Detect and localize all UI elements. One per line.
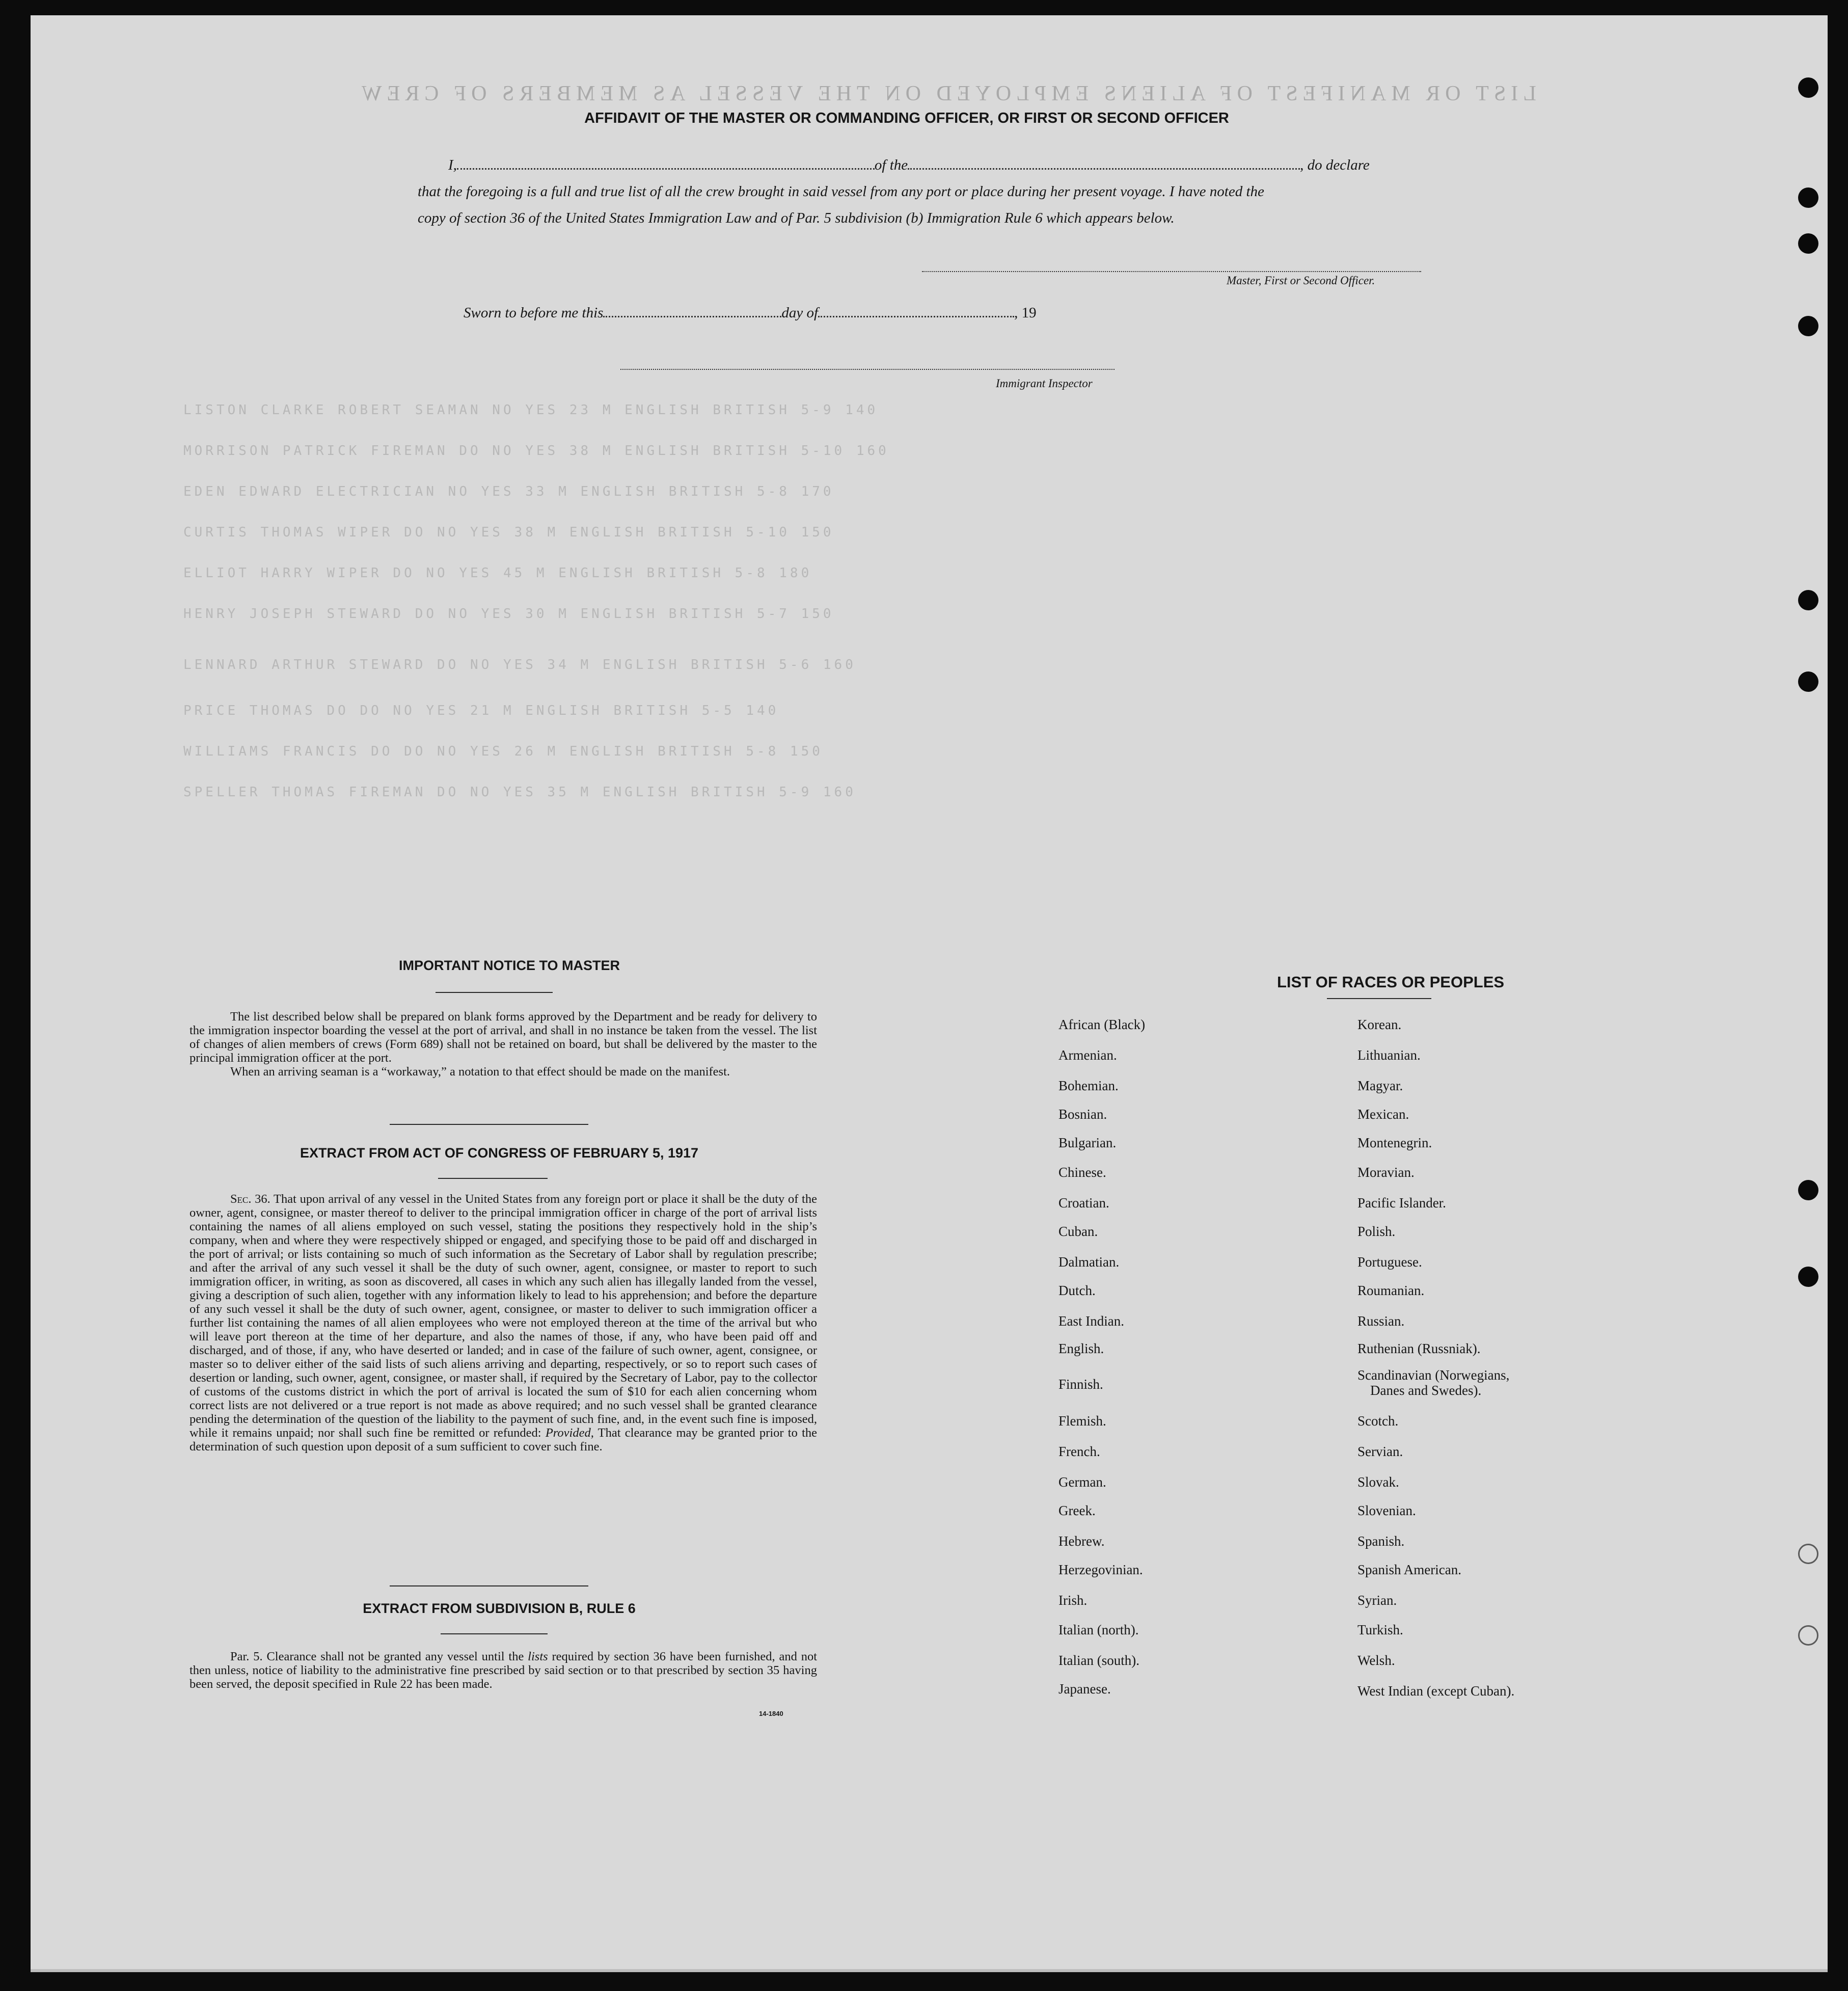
rule-body-end: required by section 36 have been furnished, and not then unless, notice of liability to the administrative fine prescribed by said section or to that prescribed by section 35 having been served, the deposit specified in Rule 22 has been made. (189, 1650, 818, 1691)
race-item: Dutch. (1058, 1283, 1096, 1298)
act-extract-body (189, 1192, 817, 1454)
race-item: Hebrew. (1058, 1533, 1105, 1549)
act-extract-rule (438, 1178, 548, 1179)
bleed-through-row: HENRY JOSEPH STEWARD DO NO YES 30 M ENGLISH BRITISH 5-7 150 (183, 606, 834, 622)
race-item: Polish. (1357, 1224, 1396, 1239)
sworn-day-blank (603, 316, 781, 317)
race-item: Italian (north). (1058, 1622, 1139, 1637)
race-item: African (Black) (1058, 1017, 1146, 1032)
race-item: Welsh. (1357, 1653, 1395, 1668)
master-signature-line (922, 271, 1421, 273)
bleed-through-row: PRICE THOMAS DO DO NO YES 21 M ENGLISH BRITISH 5-5 140 (183, 703, 779, 718)
binder-hole (1798, 316, 1818, 336)
binder-hole (1798, 187, 1818, 208)
race-item: Japanese. (1058, 1681, 1111, 1697)
rule-extract-rule (441, 1633, 548, 1634)
race-item: Scandinavian (Norwegians, (1357, 1367, 1510, 1383)
race-item: Russian. (1357, 1313, 1405, 1329)
form-number: 14-1840 (759, 1710, 783, 1717)
inspector-signature-line (620, 369, 1115, 371)
race-item: Scotch. (1357, 1413, 1399, 1429)
bleed-through-row: EDEN EDWARD ELECTRICIAN NO YES 33 M ENGLISH BRITISH 5-8 170 (183, 484, 834, 499)
race-item: Turkish. (1357, 1622, 1403, 1637)
race-item: Flemish. (1058, 1413, 1106, 1429)
bleed-through-row: SPELLER THOMAS FIREMAN DO NO YES 35 M ENGLISH BRITISH 5-9 160 (183, 785, 856, 800)
race-item: Portuguese. (1357, 1254, 1422, 1270)
race-item: Roumanian. (1357, 1283, 1425, 1298)
bleed-through-row: CURTIS THOMAS WIPER DO NO YES 38 M ENGLISH BRITISH 5-10 150 (183, 525, 834, 540)
binder-hole (1798, 1180, 1818, 1200)
bleed-through-row: LENNARD ARTHUR STEWARD DO NO YES 34 M ENGLISH BRITISH 5-6 160 (183, 657, 856, 672)
race-item: Pacific Islander. (1357, 1195, 1446, 1210)
day-of-label: day of (781, 305, 819, 321)
rule-body-start: Par. 5. Clearance shall not be granted any vessel until the (230, 1650, 524, 1663)
race-item: Montenegrin. (1357, 1135, 1432, 1150)
month-blank (818, 316, 1014, 317)
sworn-label: Sworn to before me this (464, 305, 604, 321)
race-item: English. (1058, 1341, 1104, 1356)
sec-label: Sec. 36. (230, 1192, 270, 1206)
year-label: , 19 (1014, 305, 1037, 321)
race-item: German. (1058, 1474, 1106, 1490)
race-item: Greek. (1058, 1503, 1096, 1518)
races-title-rule (1327, 998, 1431, 999)
race-item: Servian. (1357, 1444, 1403, 1459)
do-declare-label: , do declare (1300, 157, 1370, 173)
binder-hole (1798, 77, 1818, 98)
master-signature-label: Master, First or Second Officer. (1227, 274, 1375, 287)
race-item: West Indian (except Cuban). (1357, 1683, 1515, 1699)
affidavit-line-1 (448, 157, 1370, 174)
race-item: Korean. (1357, 1017, 1402, 1032)
race-item: Italian (south). (1058, 1653, 1139, 1668)
race-item: Cuban. (1058, 1224, 1098, 1239)
bleed-through-header: LIST OR MANIFEST OF ALIENS EMPLOYED ON THE VESSEL AS MEMBERS OF CREW (357, 82, 1536, 105)
vessel-blank (908, 168, 1300, 170)
race-item: Magyar. (1357, 1078, 1403, 1093)
provided-label: Provided, (545, 1426, 594, 1440)
act-body-end: That clearance may be granted prior to the determination of such question upon deposit of a sum sufficient to cover such fine. (189, 1426, 818, 1454)
affidavit-line-2: that the foregoing is a full and true list of all the crew brought in said vessel from any port or place during her present voyage. I have noted the (418, 183, 1264, 200)
races-title: LIST OF RACES OR PEOPLES (1276, 973, 1505, 991)
race-item: Spanish. (1357, 1533, 1405, 1549)
binder-hole (1798, 1267, 1818, 1287)
race-item: Bohemian. (1058, 1078, 1119, 1093)
race-item: Bosnian. (1058, 1107, 1107, 1122)
name-blank (457, 168, 875, 170)
race-item: Dalmatian. (1058, 1254, 1120, 1270)
inspector-label: Immigrant Inspector (996, 377, 1093, 390)
race-item: Armenian. (1058, 1047, 1117, 1063)
section-rule-1 (390, 1124, 588, 1125)
binder-hole (1798, 1544, 1818, 1564)
section-rule-2 (390, 1585, 588, 1586)
notice-body (189, 1010, 817, 1079)
rule-extract-title: EXTRACT FROM SUBDIVISION B, RULE 6 (363, 1601, 636, 1616)
binder-hole (1798, 1625, 1818, 1646)
race-item: Irish. (1058, 1593, 1088, 1608)
binder-hole (1798, 590, 1818, 610)
affidavit-line-3: copy of section 36 of the United States Immigration Law and of Par. 5 subdivision (b) Immigration Rule 6 which appears below. (418, 210, 1175, 226)
race-item: Finnish. (1058, 1377, 1103, 1392)
race-item: Mexican. (1357, 1107, 1409, 1122)
affidavit-title: AFFIDAVIT OF THE MASTER OR COMMANDING OFFICER, OR FIRST OR SECOND OFFICER (584, 110, 1229, 126)
notice-paragraph-1: The list described below shall be prepared on blank forms approved by the Department and be ready for delivery to the immigration inspector boarding the vessel at the port of arrival, and shall in no instance be taken from the vessel. The list of changes of alien members of crews (Form 689) shall not be retained on board, but shall be delivered by the master to the principal immigration officer at the port. (189, 1010, 817, 1065)
race-item: French. (1058, 1444, 1100, 1459)
race-item: Croatian. (1058, 1195, 1109, 1210)
lists-word: lists (528, 1650, 548, 1663)
notice-rule (436, 992, 553, 993)
binder-hole (1798, 671, 1818, 692)
race-item: Bulgarian. (1058, 1135, 1117, 1150)
race-item: Ruthenian (Russniak). (1357, 1341, 1481, 1356)
binder-hole (1798, 233, 1818, 254)
i-label: I, (448, 157, 457, 173)
race-item: Chinese. (1058, 1165, 1106, 1180)
race-item: Slovenian. (1357, 1503, 1416, 1518)
notice-title: IMPORTANT NOTICE TO MASTER (399, 958, 620, 973)
act-body-text: That upon arrival of any vessel in the United States from any foreign port or place it shall be the duty of the owner, agent, consignee, or master thereof to deliver to the principal immigration officer in charge of the port of arrival lists containing the names of all aliens employed on such vessel, stating the positions they respectively hold in the ship’s company, when and where they were respectively shipped or engaged, and specifying those to be paid off and discharged in the port of arrival; or lists containing so much of such information as the Secretary of Labor shall by regulation prescribe; and after the arrival of any such vessel it shall be the duty of such owner, agent, consignee, or master to report to such immigration officer, in writing, as soon as discovered, all cases in which any such alien has illegally landed from the vessel, giving a description of such alien, together with any information likely to lead to his apprehension; and before the departure of any such vessel it shall be the duty of such owner, agent, consignee, or master to deliver to such immigration officer a further list containing the names of all alien employees who were not employed thereon at the time of the arrival but who will leave port thereon at the time of her departure, and also the names of those, if any, who have been paid off and discharged, and of those, if any, who have deserted or landed; and in case of the failure of such owner, agent, consignee, or master so to deliver either of the said lists of such aliens arriving and departing, respectively, or so to report such cases of desertion or landing, such owner, agent, consignee, or master shall, if required by the Secretary of Labor, pay to the collector of customs of the customs district in which the port of arrival is located the sum of $10 for each alien concerning whom correct lists are not delivered or a true report is not made as above required; and no such vessel shall be granted clearance pending the determination of the question of the liability to the payment of such fine, and, in the event such fine is imposed, while it remains unpaid; nor shall such fine be remitted or refunded: (189, 1192, 817, 1440)
race-item: Lithuanian. (1357, 1047, 1421, 1063)
act-extract-title: EXTRACT FROM ACT OF CONGRESS OF FEBRUARY 5, 1917 (300, 1145, 699, 1161)
document-page (31, 15, 1828, 1972)
notice-paragraph-2: When an arriving seaman is a “workaway,” a notation to that effect should be made on the manifest. (230, 1065, 730, 1079)
race-item: Syrian. (1357, 1593, 1397, 1608)
bleed-through-row: ELLIOT HARRY WIPER DO NO YES 45 M ENGLISH BRITISH 5-8 180 (183, 566, 812, 581)
sworn-line (464, 305, 1037, 321)
bleed-through-row: MORRISON PATRICK FIREMAN DO NO YES 38 M ENGLISH BRITISH 5-10 160 (183, 443, 889, 459)
race-item: Slovak. (1357, 1474, 1399, 1490)
race-item: Moravian. (1357, 1165, 1415, 1180)
race-item: Herzegovinian. (1058, 1562, 1143, 1577)
race-item: Danes and Swedes). (1370, 1383, 1482, 1398)
bleed-through-row: WILLIAMS FRANCIS DO DO NO YES 26 M ENGLISH BRITISH 5-8 150 (183, 744, 823, 759)
of-the-label: of the (874, 157, 908, 173)
bleed-through-row: LISTON CLARKE ROBERT SEAMAN NO YES 23 M ENGLISH BRITISH 5-9 140 (183, 402, 879, 418)
race-item: East Indian. (1058, 1313, 1124, 1329)
race-item: Spanish American. (1357, 1562, 1461, 1577)
rule-extract-body (189, 1650, 817, 1691)
